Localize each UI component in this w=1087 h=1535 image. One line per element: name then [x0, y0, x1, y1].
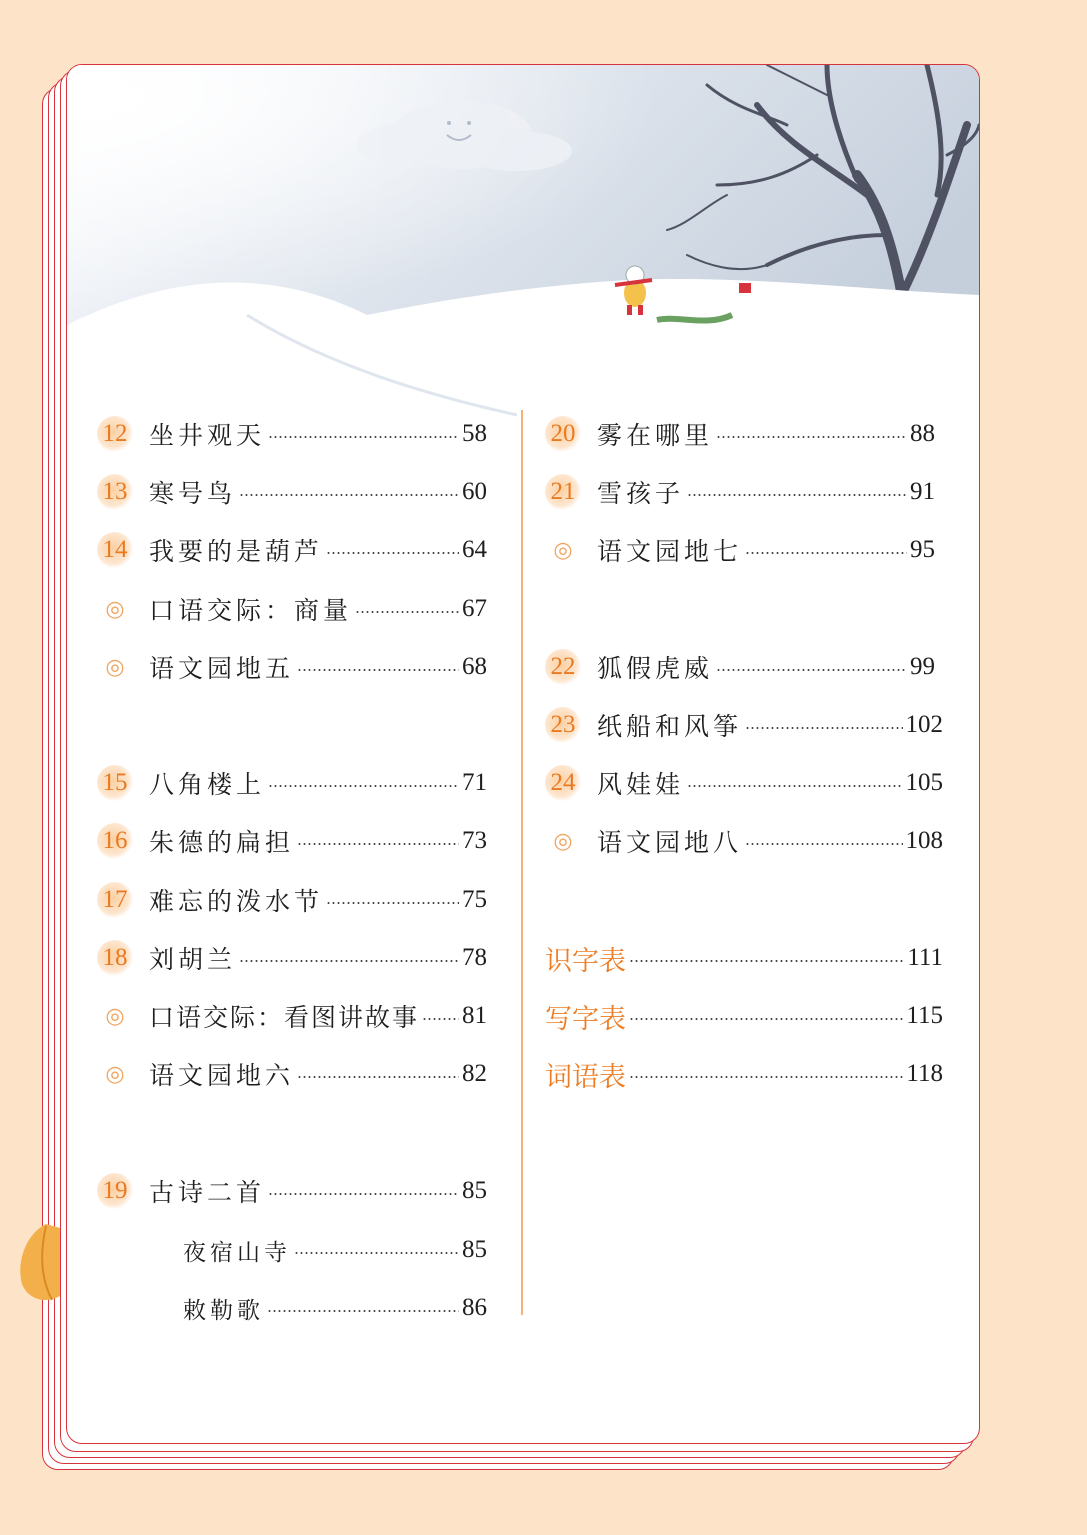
toc-subentry[interactable]	[183, 1230, 487, 1270]
toc-entry[interactable]	[545, 821, 943, 861]
toc-entry[interactable]	[97, 996, 487, 1036]
toc-entry[interactable]	[97, 647, 487, 687]
leader-dots	[326, 552, 459, 554]
page-number: 108	[905, 827, 943, 854]
entry-title: 风娃娃	[597, 770, 685, 799]
page-number: 88	[910, 420, 935, 447]
toc-entry[interactable]	[545, 530, 935, 570]
page-number: 78	[462, 944, 487, 971]
lesson-number: 16	[97, 823, 133, 859]
leader-dots	[267, 1310, 459, 1312]
section-marker-icon: ◎	[105, 654, 125, 680]
lesson-number: 17	[97, 882, 133, 918]
entry-title: 夜宿山寺	[183, 1239, 291, 1266]
entry-title: 坐井观天	[149, 421, 266, 450]
entry-title: 刘胡兰	[149, 945, 237, 974]
leader-dots	[745, 843, 902, 845]
leader-dots	[268, 1193, 459, 1195]
page-number: 105	[905, 769, 943, 796]
leader-dots	[745, 727, 902, 729]
leader-dots	[629, 1076, 903, 1078]
page-number: 115	[906, 1002, 943, 1029]
leader-dots	[629, 960, 904, 962]
lesson-number: 12	[97, 416, 133, 452]
section-marker-icon: ◎	[105, 1003, 125, 1029]
leader-dots	[239, 494, 459, 496]
page-number: 64	[462, 536, 487, 563]
page-number: 67	[462, 595, 487, 622]
lesson-number: 14	[97, 532, 133, 568]
leader-dots	[268, 785, 459, 787]
column-divider	[521, 410, 523, 1315]
leader-dots	[687, 785, 902, 787]
toc-entry[interactable]	[97, 1171, 487, 1211]
entry-title: 语文园地六	[149, 1061, 295, 1090]
leader-dots	[422, 1018, 459, 1020]
page-number: 85	[462, 1236, 487, 1263]
lesson-number: 20	[545, 416, 581, 452]
lesson-number: 13	[97, 474, 133, 510]
page-number: 86	[462, 1294, 487, 1321]
contents-page	[66, 64, 980, 1444]
page-number: 81	[462, 1002, 487, 1029]
entry-title: 雪孩子	[597, 479, 685, 508]
toc-entry[interactable]	[545, 1054, 943, 1094]
toc-entry[interactable]	[545, 938, 943, 978]
entry-title: 古诗二首	[149, 1178, 266, 1207]
section-marker-icon: ◎	[553, 537, 573, 563]
entry-title: 难忘的泼水节	[149, 887, 324, 916]
toc-entry[interactable]	[545, 414, 935, 454]
entry-title: 八角楼上	[149, 770, 266, 799]
lesson-number: 21	[545, 474, 581, 510]
toc-entry[interactable]	[97, 472, 487, 512]
entry-title: 口语交际：商量	[149, 596, 353, 625]
page-number: 102	[905, 711, 943, 738]
toc-entry[interactable]	[545, 705, 943, 745]
toc-entry[interactable]	[545, 996, 943, 1036]
lesson-number: 15	[97, 765, 133, 801]
entry-title: 纸船和风筝	[597, 712, 743, 741]
page-number: 91	[910, 478, 935, 505]
page-number: 82	[462, 1060, 487, 1087]
page-number: 60	[462, 478, 487, 505]
page-number: 95	[910, 536, 935, 563]
toc-entry[interactable]	[97, 880, 487, 920]
section-marker-icon: ◎	[105, 596, 125, 622]
page-number: 111	[907, 944, 943, 971]
leader-dots	[239, 960, 459, 962]
leader-dots	[268, 436, 459, 438]
appendix-title: 写字表	[545, 1003, 626, 1035]
entry-title: 狐假虎威	[597, 654, 714, 683]
page-number: 85	[462, 1177, 487, 1204]
leader-dots	[297, 1076, 459, 1078]
page-number: 75	[462, 886, 487, 913]
leader-dots	[297, 843, 459, 845]
toc-entry[interactable]	[97, 1054, 487, 1094]
snow-scene-illustration	[67, 65, 979, 425]
entry-title: 雾在哪里	[597, 421, 714, 450]
toc-entry[interactable]	[545, 647, 935, 687]
leader-dots	[716, 669, 907, 671]
section-marker-icon: ◎	[553, 828, 573, 854]
lesson-number: 18	[97, 940, 133, 976]
entry-title: 敕勒歌	[183, 1297, 264, 1324]
toc-entry[interactable]	[97, 821, 487, 861]
page-number: 73	[462, 827, 487, 854]
lesson-number: 19	[97, 1173, 133, 1209]
page-number: 68	[462, 653, 487, 680]
entry-title: 口语交际：看图讲故事	[149, 1003, 420, 1032]
toc-entry[interactable]	[545, 472, 935, 512]
red-box-icon	[739, 283, 751, 293]
appendix-title: 识字表	[545, 945, 626, 977]
entry-title: 语文园地七	[597, 537, 743, 566]
autumn-leaf-decoration	[16, 1222, 62, 1304]
entry-title: 朱德的扁担	[149, 828, 295, 857]
leader-dots	[326, 902, 459, 904]
leader-dots	[716, 436, 907, 438]
leader-dots	[687, 494, 907, 496]
page-number: 58	[462, 420, 487, 447]
page-number: 99	[910, 653, 935, 680]
lesson-number: 23	[545, 707, 581, 743]
toc-entry[interactable]	[545, 763, 943, 803]
toc-subentry[interactable]	[183, 1288, 487, 1328]
toc-entry[interactable]	[97, 530, 487, 570]
page-number: 71	[462, 769, 487, 796]
leader-dots	[355, 611, 459, 613]
toc-entry[interactable]	[97, 938, 487, 978]
entry-title: 我要的是葫芦	[149, 537, 324, 566]
lesson-number: 24	[545, 765, 581, 801]
toc-entry[interactable]	[97, 414, 487, 454]
page-number: 118	[906, 1060, 943, 1087]
entry-title: 寒号鸟	[149, 479, 237, 508]
leader-dots	[294, 1252, 459, 1254]
leader-dots	[745, 552, 907, 554]
leader-dots	[629, 1018, 903, 1020]
toc-entry[interactable]	[97, 763, 487, 803]
appendix-title: 词语表	[545, 1061, 626, 1093]
section-marker-icon: ◎	[105, 1061, 125, 1087]
entry-title: 语文园地五	[149, 654, 295, 683]
lesson-number: 22	[545, 649, 581, 685]
toc-entry[interactable]	[97, 589, 487, 629]
entry-title: 语文园地八	[597, 828, 743, 857]
leader-dots	[297, 669, 459, 671]
